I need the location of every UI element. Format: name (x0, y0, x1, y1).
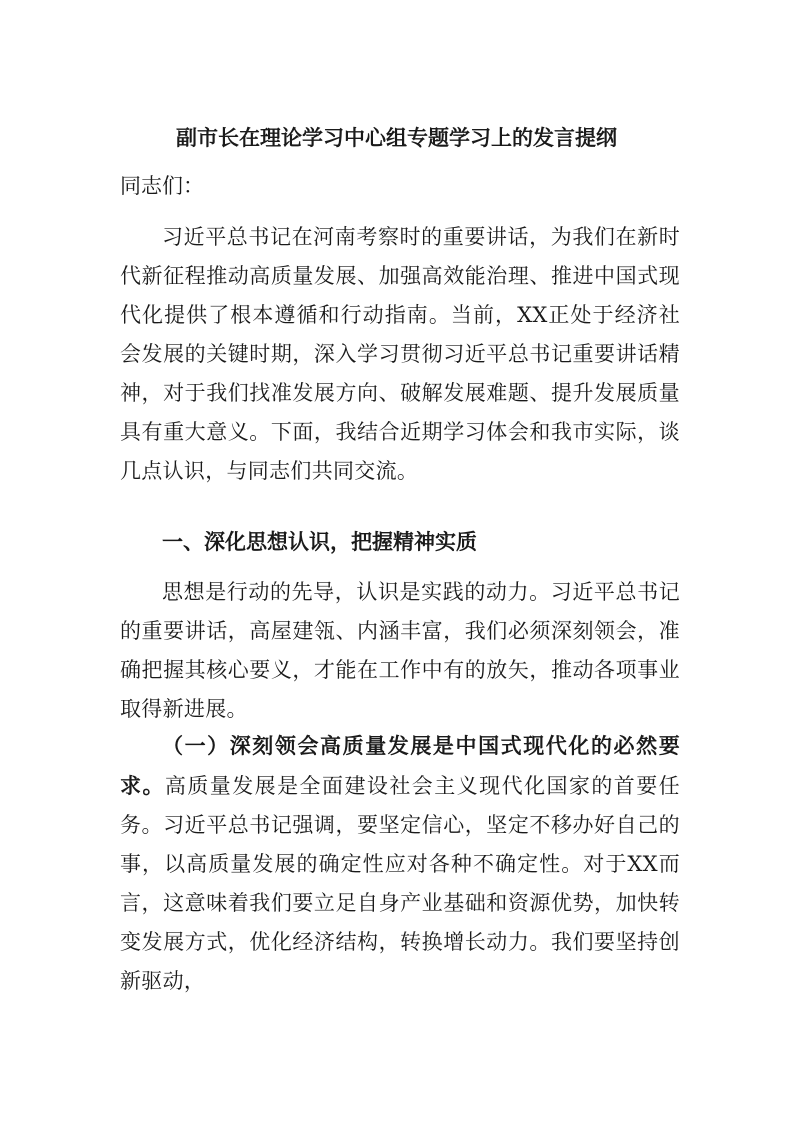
section-paragraph: 思想是行动的先导，认识是实践的动力。习近平总书记的重要讲话，高屋建瓴、内涵丰富，我们必须深刻领会，准确把握其核心要义，才能在工作中有的放矢，推动各项事业取得新进展。 (120, 580, 680, 721)
intro-paragraph: 习近平总书记在河南考察时的重要讲话，为我们在新时代新征程推动高质量发展、加强高效能治理、推进中国式现代化提供了根本遵循和行动指南。当前，XX正处于经济社会发展的关键时期，深入学习贯彻习近平总书记重要讲话精神，对于我们找准发展方向、破解发展难题、提升发展质量具有重大意义。下面，我结合近期学习体会和我市实际，谈几点认识，与同志们共同交流。 (120, 225, 680, 483)
salutation: 同志们： (120, 174, 204, 198)
subsection-paragraph (120, 726, 680, 1001)
subsection-text: 高质量发展是全面建设社会主义现代化国家的首要任务。习近平总书记强调，要坚定信心，坚定不移办好自己的事，以高质量发展的确定性应对各种不确定性。对于XX而言，这意味着我们要立足自身产业基础和资源优势，加快转变发展方式，优化经济结构，转换增长动力。我们要坚持创新驱动， (120, 774, 680, 993)
subsection-heading: （一）深刻领会高质量发展是中国式现代化的必然要求。 (120, 733, 680, 798)
section-heading: 一、深化思想认识，把握精神实质 (162, 529, 477, 554)
document-title: 副市长在理论学习中心组专题学习上的发言提纲 (176, 125, 617, 150)
